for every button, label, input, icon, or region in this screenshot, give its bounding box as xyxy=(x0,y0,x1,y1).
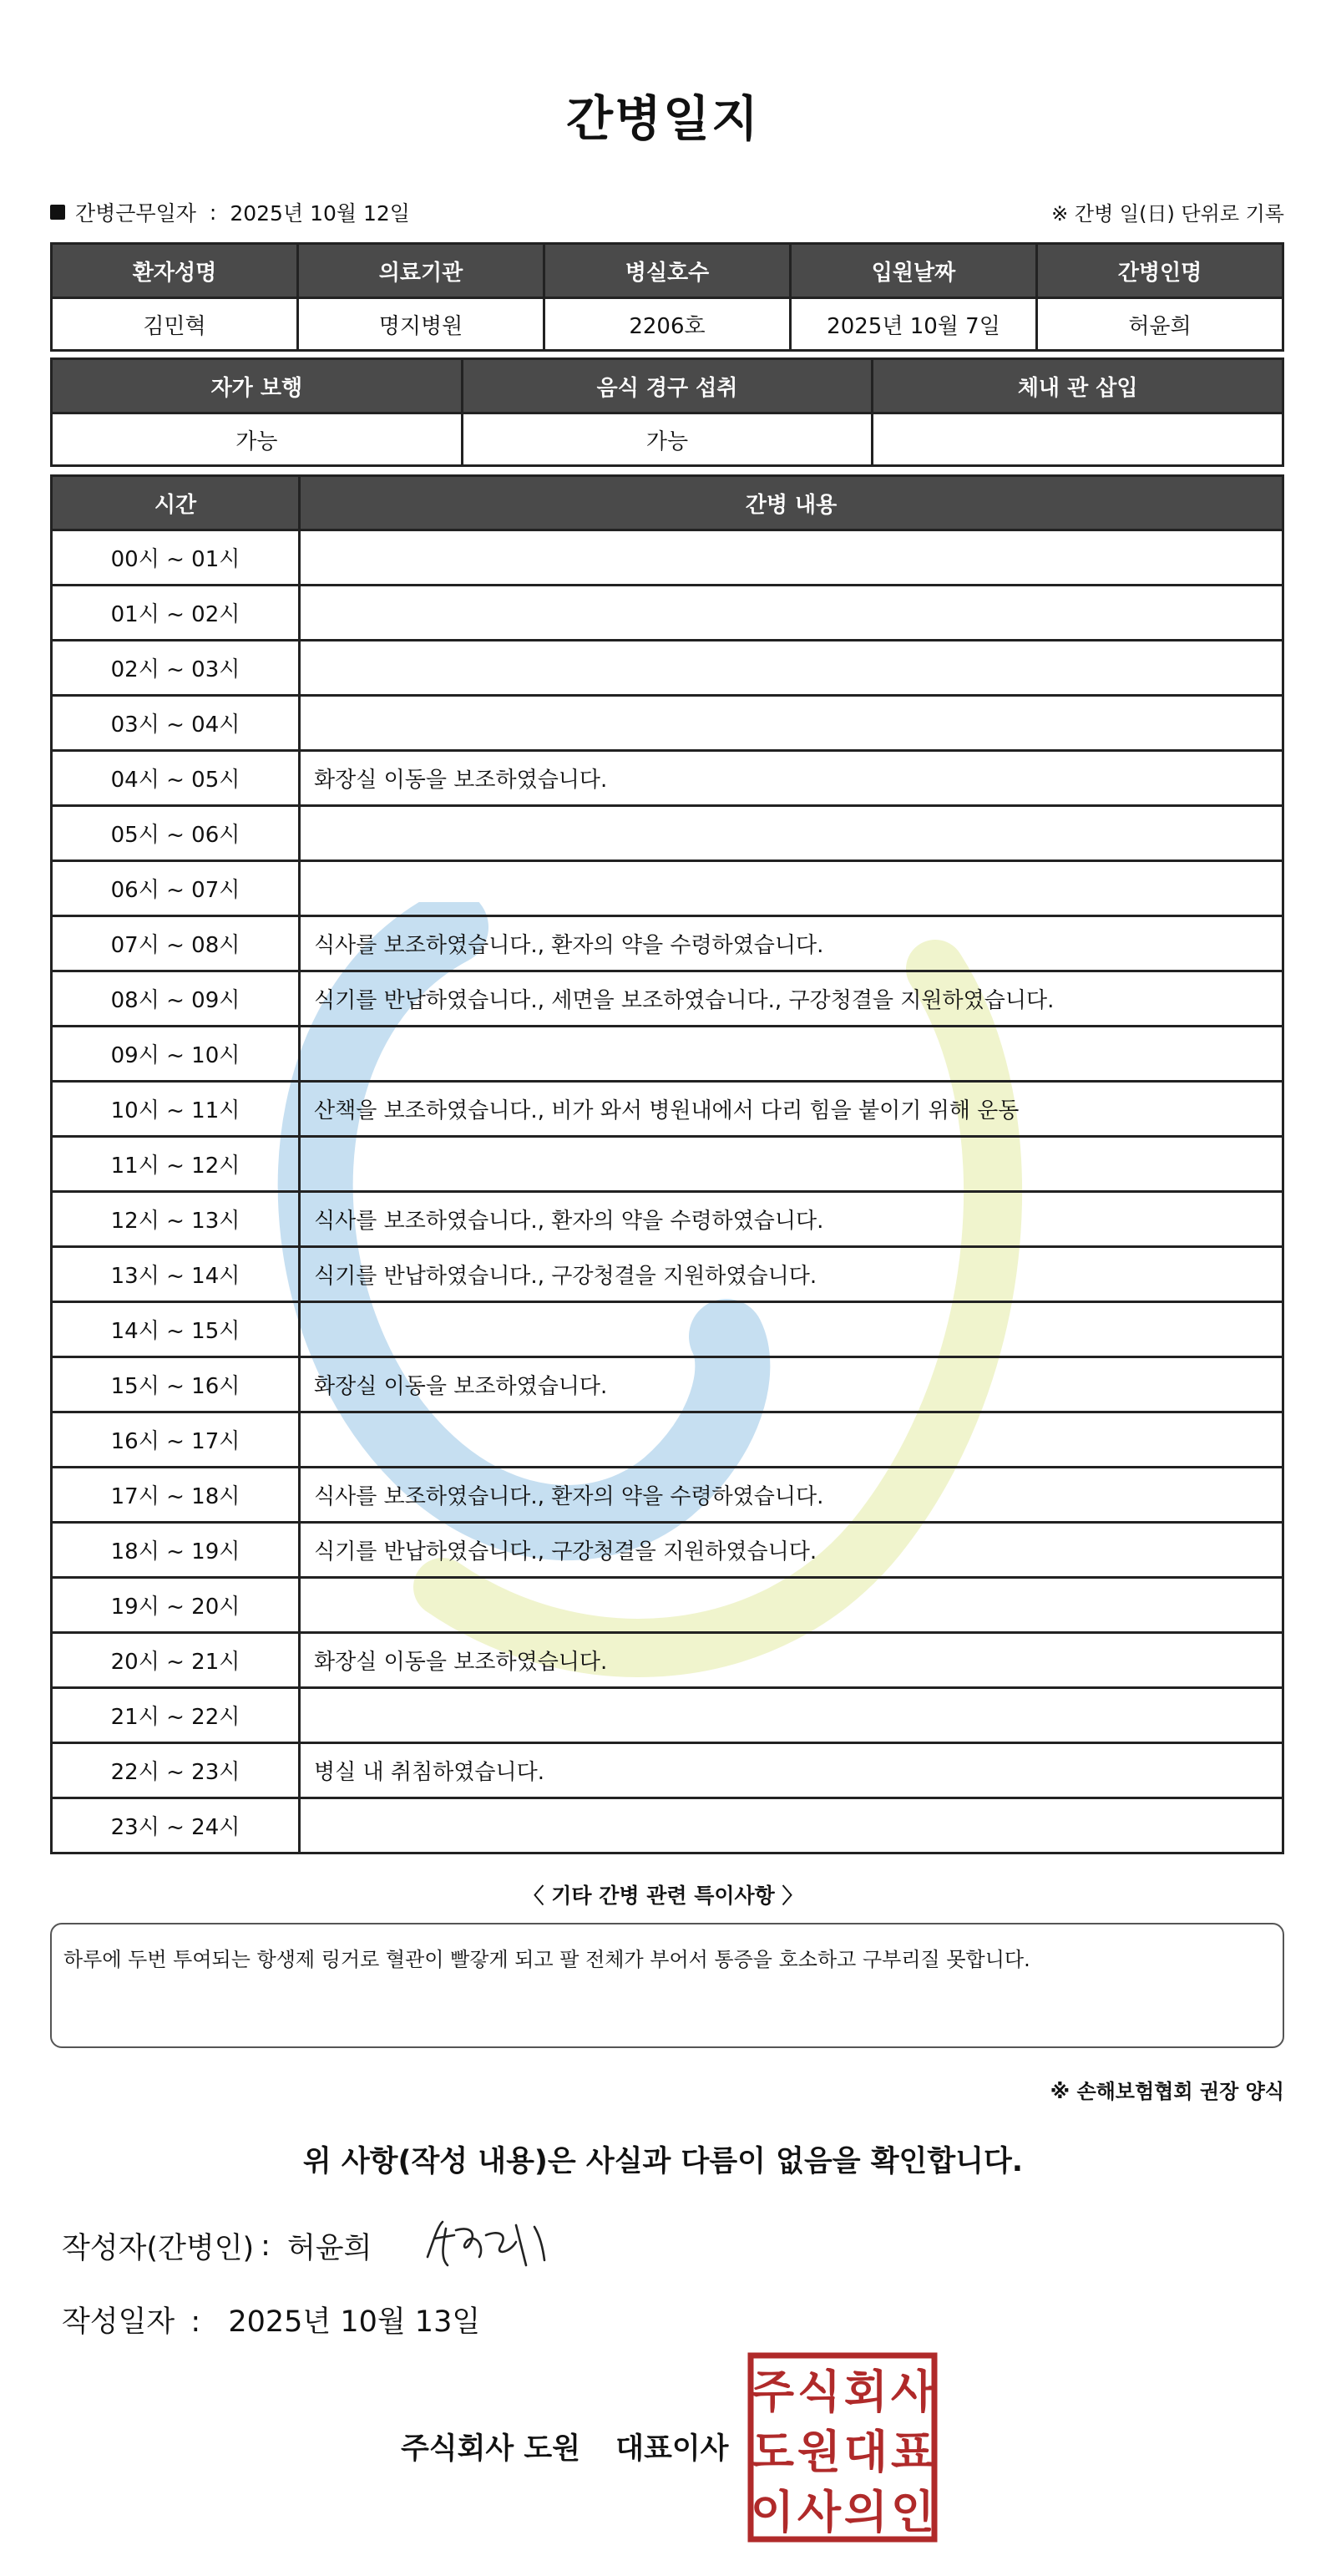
room-number: 2206호 xyxy=(544,298,791,351)
care-log-content: 식사를 보조하였습니다., 환자의 약을 수령하였습니다. xyxy=(300,1468,1283,1523)
care-log-row xyxy=(52,916,1283,971)
care-log-time: 05시 ~ 06시 xyxy=(52,806,300,861)
record-unit-note: ※ 간병 일(日) 단위로 기록 xyxy=(1051,202,1284,226)
care-log-body xyxy=(52,530,1283,1853)
care-log-content xyxy=(300,806,1283,861)
care-log-time: 00시 ~ 01시 xyxy=(52,530,300,586)
care-log-time: 14시 ~ 15시 xyxy=(52,1302,300,1357)
care-log-content xyxy=(300,1798,1283,1853)
care-log-row xyxy=(52,806,1283,861)
seal-character: 원 xyxy=(797,2426,842,2478)
patient-info-value-row xyxy=(52,298,1283,351)
care-log-row xyxy=(52,861,1283,916)
care-log-content: 화장실 이동을 보조하였습니다. xyxy=(300,1357,1283,1412)
page-title: 간병일지 xyxy=(565,90,761,147)
care-log-row xyxy=(52,641,1283,696)
seal-character: 도 xyxy=(750,2426,795,2478)
care-log-time: 22시 ~ 23시 xyxy=(52,1743,300,1798)
care-log-row xyxy=(52,696,1283,751)
tube-insertion xyxy=(873,413,1283,466)
company-ceo-title: 대표이사 xyxy=(615,2432,729,2466)
care-log-time: 12시 ~ 13시 xyxy=(52,1192,300,1247)
care-log-content xyxy=(300,530,1283,586)
care-log-row xyxy=(52,1798,1283,1853)
care-log-content xyxy=(300,1302,1283,1357)
bullet-square-icon xyxy=(50,205,65,220)
special-notes-box: 하루에 두번 투여되는 항생제 링거로 혈관이 빨갛게 되고 팔 전체가 부어서 통증을 호소하고 구부리질 못합니다. xyxy=(50,1923,1284,2048)
meta-row xyxy=(50,197,1284,231)
header-care-content: 간병 내용 xyxy=(300,476,1283,530)
care-log-time: 15시 ~ 16시 xyxy=(52,1357,300,1412)
written-date-label: 작성일자 xyxy=(62,2305,175,2339)
patient-status-table xyxy=(50,357,1284,467)
writer-name: 허윤희 xyxy=(286,2232,372,2265)
writer-label: 작성자(간병인) xyxy=(62,2232,255,2265)
care-log-content: 산책을 보조하였습니다., 비가 와서 병원내에서 다리 힘을 붙이기 위해 운동 xyxy=(300,1082,1283,1137)
care-log-time: 23시 ~ 24시 xyxy=(52,1798,300,1853)
care-log-content xyxy=(300,1137,1283,1192)
care-log-time: 19시 ~ 20시 xyxy=(52,1578,300,1633)
care-log-time: 10시 ~ 11시 xyxy=(52,1082,300,1137)
care-log-row xyxy=(52,1412,1283,1468)
work-date xyxy=(50,197,410,227)
care-log-content: 식사를 보조하였습니다., 환자의 약을 수령하였습니다. xyxy=(300,1192,1283,1247)
care-log-time: 17시 ~ 18시 xyxy=(52,1468,300,1523)
patient-info-header-row xyxy=(52,244,1283,298)
care-log-time: 09시 ~ 10시 xyxy=(52,1027,300,1082)
care-log-row xyxy=(52,1523,1283,1578)
care-log-content: 화장실 이동을 보조하였습니다. xyxy=(300,1633,1283,1688)
care-log-row xyxy=(52,1578,1283,1633)
patient-status-header-row xyxy=(52,359,1283,413)
care-log-row xyxy=(52,530,1283,586)
care-log-time: 06시 ~ 07시 xyxy=(52,861,300,916)
handwritten-signature xyxy=(418,2205,559,2280)
header-time: 시간 xyxy=(52,476,300,530)
work-date-separator: : xyxy=(209,200,217,225)
care-log-content: 식기를 반납하였습니다., 세면을 보조하였습니다., 구강청결을 지원하였습니다. xyxy=(300,971,1283,1027)
care-log-table xyxy=(50,474,1284,1854)
care-log-time: 02시 ~ 03시 xyxy=(52,641,300,696)
care-log-row xyxy=(52,1247,1283,1302)
care-log-time: 20시 ~ 21시 xyxy=(52,1633,300,1688)
care-log-content: 식기를 반납하였습니다., 구강청결을 지원하였습니다. xyxy=(300,1523,1283,1578)
care-log-content: 병실 내 취침하였습니다. xyxy=(300,1743,1283,1798)
seal-character: 사 xyxy=(890,2366,935,2418)
hospital: 명지병원 xyxy=(298,298,544,351)
header-caregiver-name: 간병인명 xyxy=(1037,244,1283,298)
care-log-time: 13시 ~ 14시 xyxy=(52,1247,300,1302)
company-name: 주식회사 도원 xyxy=(401,2432,581,2466)
care-log-header-row xyxy=(52,476,1283,530)
care-log-time: 21시 ~ 22시 xyxy=(52,1688,300,1743)
header-patient-name: 환자성명 xyxy=(52,244,298,298)
care-log-row xyxy=(52,1137,1283,1192)
work-date-value: 2025년 10월 12일 xyxy=(230,201,410,226)
header-self-walking: 자가 보행 xyxy=(52,359,463,413)
care-log-time: 18시 ~ 19시 xyxy=(52,1523,300,1578)
header-room-number: 병실호수 xyxy=(544,244,791,298)
confirmation-statement: 위 사항(작성 내용)은 사실과 다름이 없음을 확인합니다. xyxy=(302,2145,1024,2178)
seal-character: 식 xyxy=(797,2366,842,2418)
writer-line xyxy=(62,2225,372,2267)
header-hospital: 의료기관 xyxy=(298,244,544,298)
care-log-content: 식기를 반납하였습니다., 구강청결을 지원하였습니다. xyxy=(300,1247,1283,1302)
written-date-value: 2025년 10월 13일 xyxy=(228,2305,481,2339)
written-date-separator: : xyxy=(190,2305,201,2339)
care-log-row xyxy=(52,751,1283,806)
care-log-row xyxy=(52,1192,1283,1247)
patient-info-table xyxy=(50,242,1284,352)
seal-character: 회 xyxy=(843,2366,888,2418)
care-log-time: 07시 ~ 08시 xyxy=(52,916,300,971)
care-log-row xyxy=(52,1027,1283,1082)
admission-date: 2025년 10월 7일 xyxy=(791,298,1037,351)
written-date-line xyxy=(62,2299,480,2340)
care-log-content xyxy=(300,1578,1283,1633)
form-source-note: ※ 손해보험협회 권장 양식 xyxy=(1050,2080,1284,2103)
seal-character: 인 xyxy=(890,2486,935,2538)
self-walking: 가능 xyxy=(52,413,463,466)
care-log-row xyxy=(52,1633,1283,1688)
care-log-row xyxy=(52,1302,1283,1357)
caregiver-name: 허윤희 xyxy=(1037,298,1283,351)
care-log-row xyxy=(52,971,1283,1027)
work-date-label: 간병근무일자 xyxy=(75,201,196,226)
writer-separator: : xyxy=(261,2229,271,2263)
care-log-row xyxy=(52,586,1283,641)
header-oral-intake: 음식 경구 섭취 xyxy=(462,359,873,413)
care-log-content xyxy=(300,1027,1283,1082)
care-log-content: 화장실 이동을 보조하였습니다. xyxy=(300,751,1283,806)
care-log-content xyxy=(300,1412,1283,1468)
oral-intake: 가능 xyxy=(462,413,873,466)
company-seal-stamp xyxy=(747,2352,938,2543)
seal-character: 대 xyxy=(843,2426,888,2478)
care-log-time: 16시 ~ 17시 xyxy=(52,1412,300,1468)
care-log-row xyxy=(52,1688,1283,1743)
care-log-content: 식사를 보조하였습니다., 환자의 약을 수령하였습니다. xyxy=(300,916,1283,971)
care-log-time: 04시 ~ 05시 xyxy=(52,751,300,806)
company-line xyxy=(401,2426,728,2467)
care-log-content xyxy=(300,696,1283,751)
care-log-row xyxy=(52,1743,1283,1798)
care-log-row xyxy=(52,1468,1283,1523)
care-log-time: 11시 ~ 12시 xyxy=(52,1137,300,1192)
seal-character: 의 xyxy=(843,2486,888,2538)
care-log-content xyxy=(300,1688,1283,1743)
seal-character: 사 xyxy=(797,2486,842,2538)
care-log-time: 01시 ~ 02시 xyxy=(52,586,300,641)
patient-name: 김민혁 xyxy=(52,298,298,351)
notes-title: 〈 기타 간병 관련 특이사항 〉 xyxy=(523,1884,803,1908)
seal-character: 이 xyxy=(750,2486,795,2538)
header-tube-insertion: 체내 관 삽입 xyxy=(873,359,1283,413)
care-log-row xyxy=(52,1357,1283,1412)
care-log-content xyxy=(300,861,1283,916)
header-admission-date: 입원날짜 xyxy=(791,244,1037,298)
seal-character: 주 xyxy=(750,2366,795,2418)
care-log-row xyxy=(52,1082,1283,1137)
patient-status-value-row xyxy=(52,413,1283,466)
seal-character: 표 xyxy=(890,2426,935,2478)
care-log-time: 08시 ~ 09시 xyxy=(52,971,300,1027)
care-log-time: 03시 ~ 04시 xyxy=(52,696,300,751)
care-log-content xyxy=(300,641,1283,696)
care-log-content xyxy=(300,586,1283,641)
